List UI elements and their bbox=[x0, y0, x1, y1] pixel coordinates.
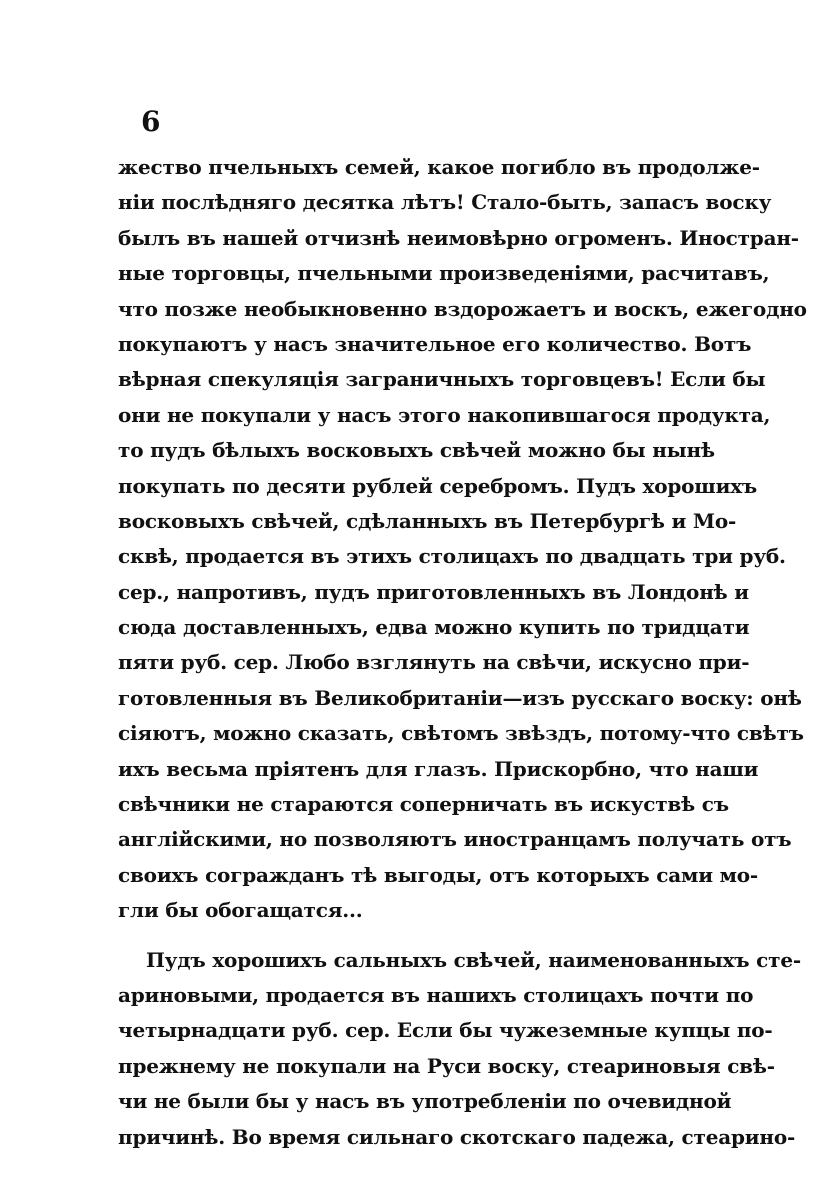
text-line: жество пчельныхъ семей, какое погибло въ продолже- bbox=[118, 155, 760, 179]
text-line: то пудъ бѣлыхъ восковыхъ свѣчей можно бы нынѣ bbox=[118, 438, 715, 463]
text-line: англiйскими, но позволяютъ иностранцамъ получать отъ bbox=[118, 827, 792, 852]
text-line: сюда доставленныхъ, едва можно купить по тридцати bbox=[118, 615, 750, 640]
text-line: восковыхъ свѣчей, сдѣланныхъ въ Петербургѣ и Мо- bbox=[118, 508, 737, 533]
paragraph-spacer bbox=[118, 929, 670, 943]
text-line: четырнадцати руб. сер. Если бы чужеземные купцы по- bbox=[118, 1018, 773, 1043]
text-line: вѣрная спекуляцiя заграничныхъ торговцевъ! Если бы bbox=[118, 367, 766, 392]
text-line: они не покупали у насъ этого накопившагося продукта, bbox=[118, 402, 771, 427]
text-line: ные торговцы, пчельными произведенiями, расчитавъ, bbox=[118, 261, 770, 286]
text-line: гли бы обогащатся... bbox=[118, 898, 363, 923]
text-line: своихъ согражданъ тѣ выгоды, отъ которыхъ сами мо- bbox=[118, 862, 759, 887]
paragraph bbox=[118, 150, 807, 929]
text-line: прежнему не покупали на Руси воску, стеариновыя свѣ- bbox=[118, 1053, 775, 1078]
text-line: сiяютъ, можно сказать, свѣтомъ звѣздъ, потому-что свѣтъ bbox=[118, 721, 804, 746]
text-line: былъ въ нашей отчизнѣ неимовѣрно огроменъ. Иностран- bbox=[118, 225, 799, 250]
text-line: сквѣ, продается въ этихъ столицахъ по двадцать три руб. bbox=[118, 544, 786, 569]
text-line: Пудъ хорошихъ сальныхъ свѣчей, наименованныхъ сте- bbox=[146, 947, 801, 972]
text-line: свѣчники не стараются соперничать въ искуствѣ съ bbox=[118, 792, 729, 817]
body-text bbox=[118, 150, 807, 1155]
text-line: ариновыми, продается въ нашихъ столицахъ почти по bbox=[118, 982, 754, 1007]
text-line: ихъ весьма прiятенъ для глазъ. Прискорбно, что наши bbox=[118, 756, 759, 781]
text-line: покупаютъ у насъ значительное его количество. Вотъ bbox=[118, 331, 752, 356]
text-line: сер., напротивъ, пудъ приготовленныхъ въ Лондонѣ и bbox=[118, 579, 749, 604]
text-line: чи не были бы у насъ въ употребленiи по очевидной bbox=[118, 1089, 732, 1114]
paragraph bbox=[118, 943, 801, 1155]
text-line: что позже необыкновенно вздорожаетъ и воскъ, ежегодно bbox=[118, 296, 807, 321]
text-line: готовленныя въ Великобританiи—изъ русскаго воску: онѣ bbox=[118, 685, 802, 710]
text-line: покупать по десяти рублей серебромъ. Пудъ хорошихъ bbox=[118, 473, 758, 498]
text-line: нiи послѣдняго десятка лѣтъ! Стало-быть, запасъ воску bbox=[118, 190, 772, 215]
text-line: причинѣ. Во время сильнаго скотскаго падежа, стеарино- bbox=[118, 1124, 796, 1149]
page-number: 6 bbox=[141, 105, 161, 138]
text-line: пяти руб. сер. Любо взглянуть на свѣчи, искусно при- bbox=[118, 650, 750, 675]
